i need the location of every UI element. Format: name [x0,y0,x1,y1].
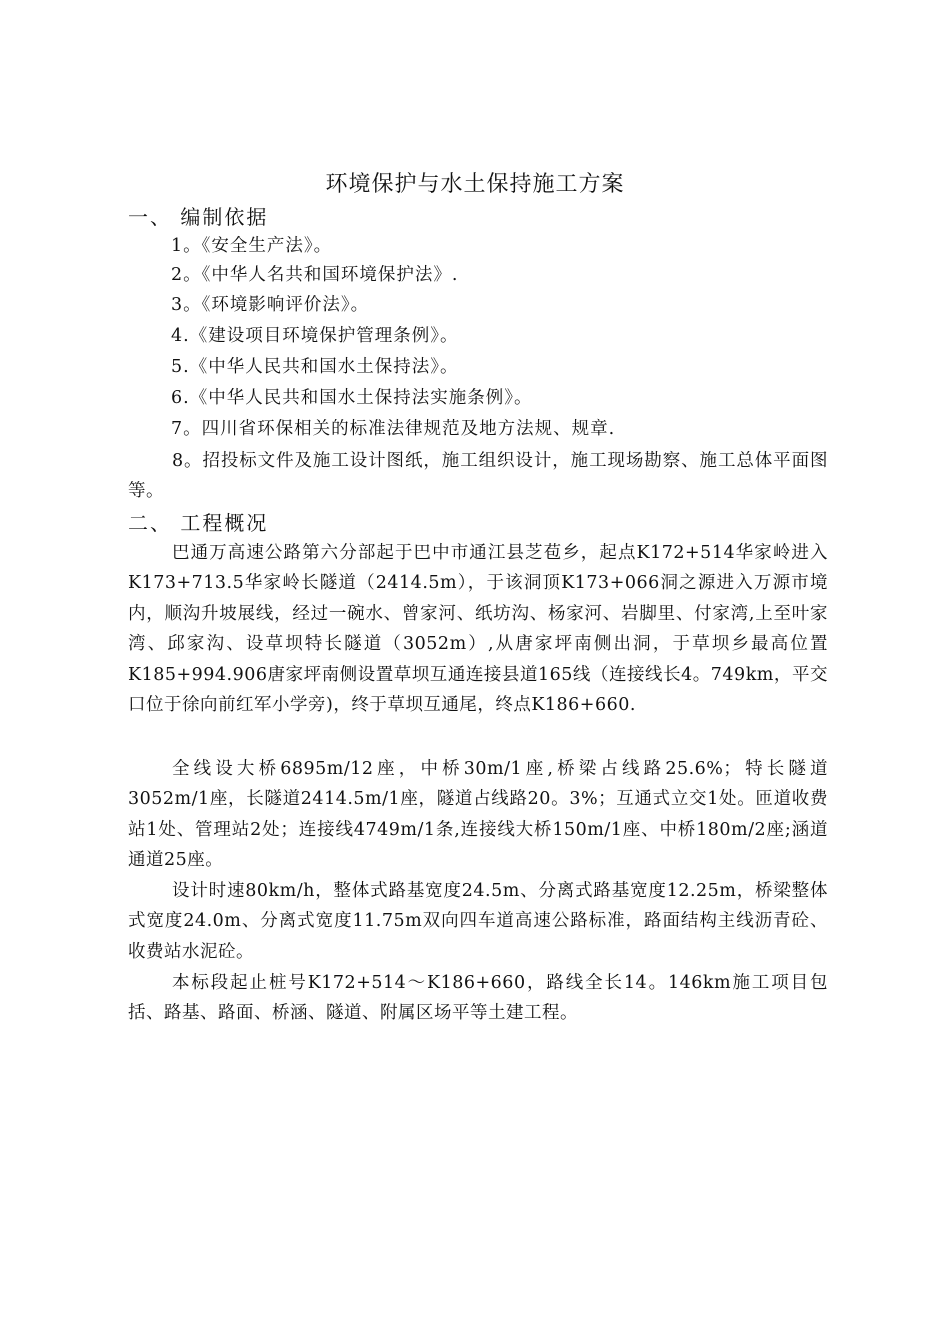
basis-item: 3。《环境影响评价法》。 [171,295,370,315]
overview-paragraph: 巴通万高速公路第六分部起于巴中市通江县芝苞乡，起点K172+514华家岭进入K173+713.5华家岭长隧道（2414.5m），于该洞顶K173+066洞之源进入万源市境内，顺沟升坡展线，经过一碗水、曾家河、纸坊沟、杨家河、岩脚里、付家湾,上至叶家湾、邱家沟、设草坝特长隧道（3052m）,从唐家坪南侧出洞，于草坝乡最高位置K185+994.906唐家坪南侧设置草坝互通连接县道165线（连接线长4。749km，平交口位于徐向前红军小学旁)，终于草坝互通尾，终点K186+660. [128,543,828,716]
basis-item: 7。四川省环保相关的标准法律规范及地方法规、规章. [171,419,616,439]
basis-item: 5.《中华人民共和国水土保持法》。 [171,357,459,377]
overview-paragraph: 设计时速80km/h，整体式路基宽度24.5m、分离式路基宽度12.25m，桥梁整体式宽度24.0m、分离式宽度11.75m双向四车道高速公路标准，路面结构主线沥青砼、收费站水泥砼。 [128,881,828,962]
section-heading-basis: 一、 编制依据 [128,205,269,229]
overview-paragraph: 全线设大桥6895m/12座，中桥30m/1座,桥梁占线路25.6%；特长隧道3052m/1座，长隧道2414.5m/1座，隧道占线路20。3%；互通式立交1处。匝道收费站1处、管理站2处；连接线4749m/1条,连接线大桥150m/1座、中桥180m/2座;涵道通道25座。 [128,759,828,871]
overview-paragraph: 本标段起止桩号K172+514～K186+660，路线全长14。146km施工项目包括、路基、路面、桥涵、隧道、附属区场平等土建工程。 [128,973,828,1024]
section-heading-overview: 二、 工程概况 [128,511,269,535]
basis-item-wrapped: 8。招投标文件及施工设计图纸，施工组织设计，施工现场勘察、施工总体平面图等。 [128,451,828,502]
basis-item: 1。《安全生产法》。 [171,236,333,256]
basis-item: 4.《建设项目环境保护管理条例》。 [171,326,459,346]
basis-item: 2。《中华人名共和国环境保护法》. [171,265,459,285]
basis-item: 6.《中华人民共和国水土保持法实施条例》。 [171,388,533,408]
document-title: 环境保护与水土保持施工方案 [325,172,625,197]
